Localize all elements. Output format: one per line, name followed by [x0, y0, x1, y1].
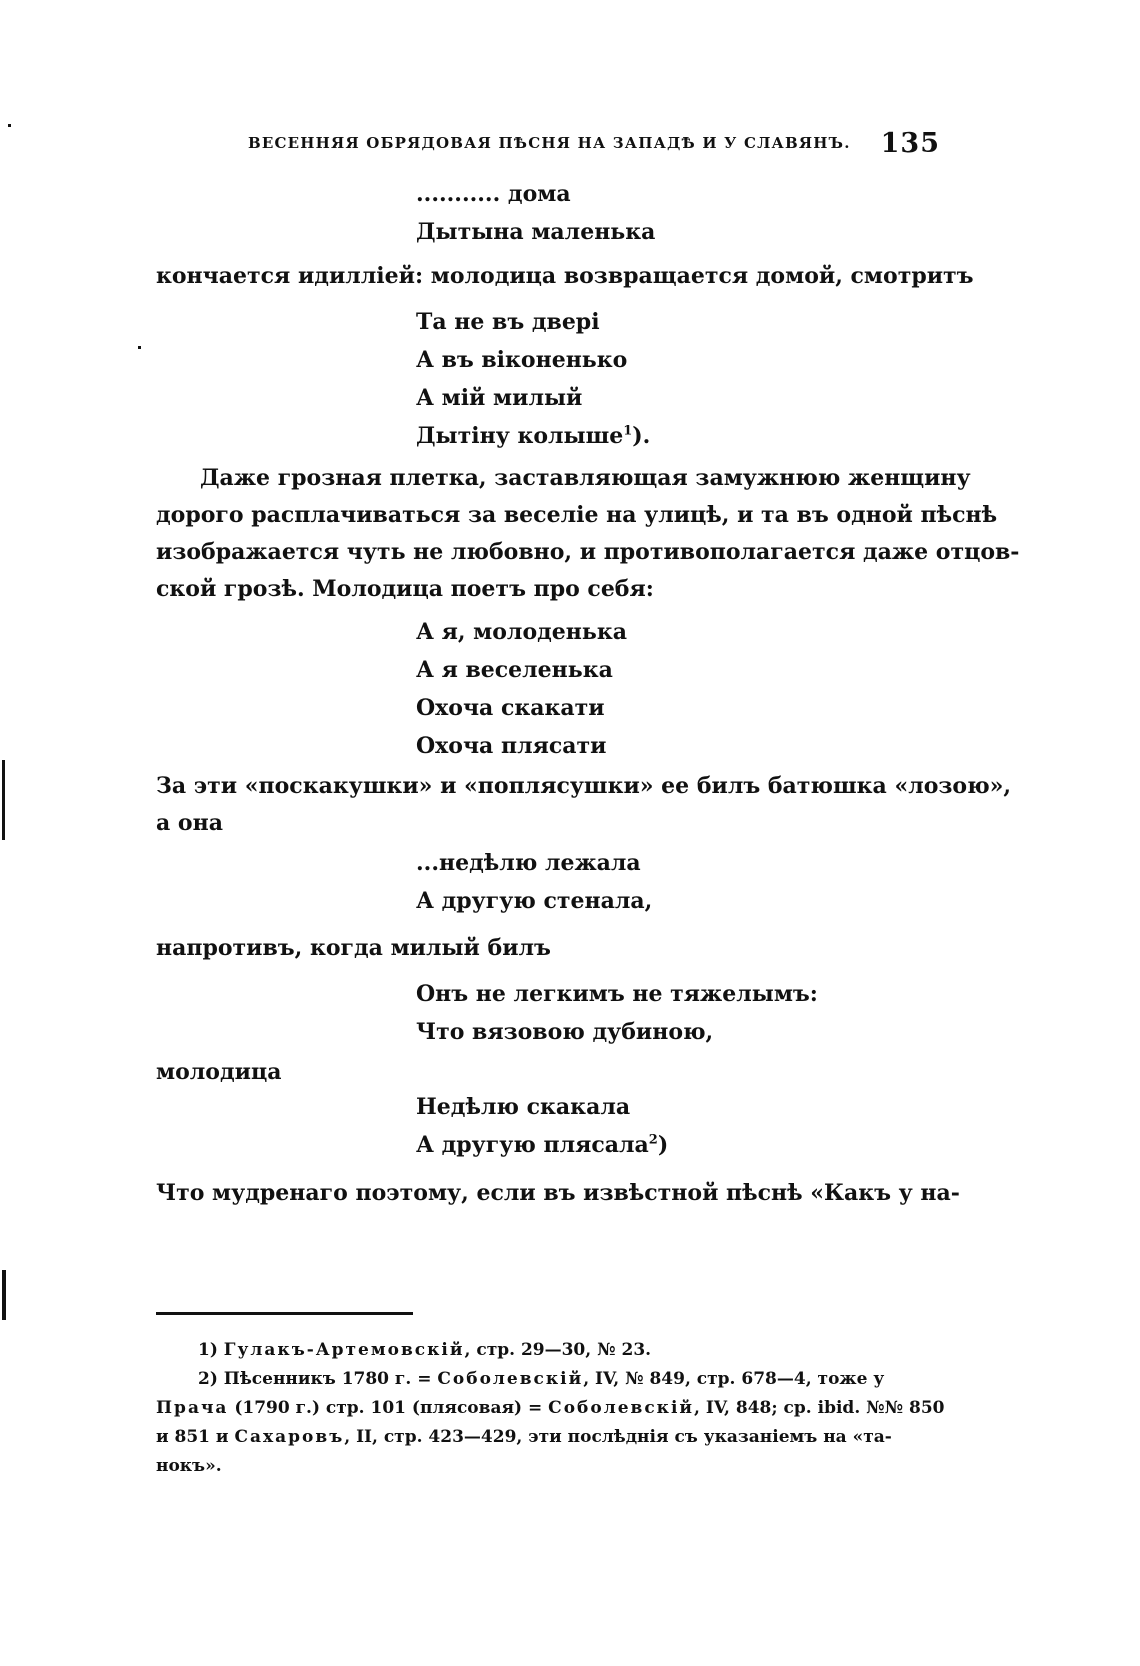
verse-line: [416, 417, 650, 455]
prose-line: Даже грозная плетка, заставляющая замужнюю женщину: [200, 465, 971, 491]
verse-line: А въ вiконенько: [416, 347, 628, 373]
footnote-2-line-3: [156, 1423, 946, 1452]
footnote-2-line-4: нокъ».: [156, 1456, 222, 1476]
verse-block-2: [416, 303, 650, 455]
scan-edge-mark: [2, 760, 5, 840]
verse-block-3: [416, 613, 627, 765]
footnote-text: , стр. 29—30, № 23.: [464, 1340, 652, 1360]
verse-block-1: [416, 175, 655, 251]
verse-text: А другую плясала: [416, 1132, 649, 1158]
footnote-author: Сахаровъ: [234, 1427, 345, 1447]
verse-text: Дытiну колыше: [416, 423, 624, 449]
verse-line: Недѣлю скакала: [416, 1094, 631, 1120]
footnote-2-line-2: [156, 1394, 946, 1423]
verse-line: А другую стенала,: [416, 888, 653, 914]
paragraph-2: [156, 460, 1020, 608]
footnote-2-line-1: [156, 1365, 946, 1394]
paragraph-5: [156, 1054, 946, 1091]
paragraph-4: [156, 930, 946, 967]
verse-tail: ): [657, 1132, 669, 1158]
verse-line: ........... дома: [416, 181, 571, 207]
paragraph-3: [156, 768, 1012, 842]
verse-line: А мiй милый: [416, 385, 583, 411]
footnote-text: , IV, № 849, стр. 678—4, тоже у: [583, 1369, 885, 1389]
prose-line: изображается чуть не любовно, и противополагается даже отцов-: [156, 539, 1020, 565]
verse-line: Дытына маленька: [416, 219, 656, 245]
prose-line: а она: [156, 810, 223, 836]
footnote-author: Соболевскій: [437, 1369, 584, 1389]
footnote-author: Гулакъ-Артемовскій: [223, 1340, 465, 1360]
prose-line: За эти «поскакушки» и «поплясушки» ее билъ батюшка «лозою»,: [156, 773, 1012, 799]
scan-edge-mark: [2, 1270, 6, 1320]
footnote-number: 2): [198, 1369, 218, 1389]
footnote-text: , II, стр. 423—429, эти послѣднія съ указаніемъ на «та-: [344, 1427, 892, 1447]
footnote-number: 1): [198, 1340, 218, 1360]
footnotes: [156, 1336, 946, 1481]
verse-tail: ).: [632, 423, 651, 449]
verse-block-4: [416, 844, 652, 920]
verse-block-6: [416, 1088, 668, 1164]
prose-line: молодица: [156, 1059, 282, 1085]
verse-line: А я, молоденька: [416, 619, 627, 645]
scan-speck: [8, 124, 11, 127]
footnote-text: (1790 г.) стр. 101 (плясовая) =: [228, 1398, 549, 1418]
verse-line: Охоча скакати: [416, 695, 605, 721]
page-number: 135: [880, 128, 940, 159]
prose-line: кончается идилліей: молодица возвращается домой, смотритъ: [156, 263, 974, 289]
verse-block-5: [416, 975, 818, 1051]
footnote-text: , IV, 848; ср. ibid. №№ 850: [694, 1398, 945, 1418]
footnote-marker: 1: [623, 423, 633, 439]
running-title: ВЕСЕННЯЯ ОБРЯДОВАЯ ПѢСНЯ НА ЗАПАДѢ И У СЛАВЯНЪ.: [248, 134, 851, 152]
verse-line: Что вязовою дубиною,: [416, 1019, 714, 1045]
prose-line: Что мудренаго поэтому, если въ извѣстной пѣснѣ «Какъ у на-: [156, 1180, 960, 1206]
footnote-marker: 2: [648, 1132, 658, 1148]
verse-line: Та не въ дверi: [416, 309, 600, 335]
verse-line: [416, 1126, 668, 1164]
paragraph-1: [156, 258, 974, 295]
paragraph-6: [156, 1175, 960, 1212]
scan-speck: [138, 346, 141, 349]
prose-line: дорого расплачиваться за веселіе на улицѣ, и та въ одной пѣснѣ: [156, 502, 998, 528]
footnote-author: Соболевскій: [548, 1398, 695, 1418]
page-header: [248, 128, 940, 168]
footnote-divider: [156, 1312, 413, 1315]
prose-line: ской грозѣ. Молодица поетъ про себя:: [156, 576, 654, 602]
verse-line: Онъ не легкимъ не тяжелымъ:: [416, 981, 818, 1007]
footnote-text: и 851 и: [156, 1427, 235, 1447]
footnote-text: Пѣсенникъ 1780 г. =: [223, 1369, 438, 1389]
prose-line: напротивъ, когда милый билъ: [156, 935, 551, 961]
footnote-1: [156, 1336, 946, 1365]
footnote-author: Прача: [156, 1398, 229, 1418]
verse-line: А я веселенька: [416, 657, 613, 683]
verse-line: ...недѣлю лежала: [416, 850, 641, 876]
verse-line: Охоча плясати: [416, 733, 607, 759]
